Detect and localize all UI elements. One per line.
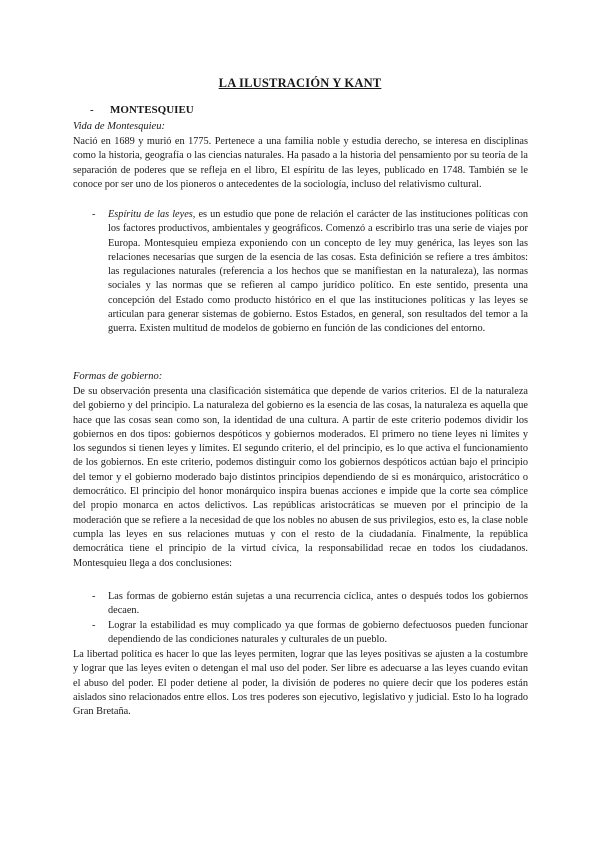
espiritu-body: es un estudio que pone de relación el carácter de las instituciones políticas con los factores productivos, ambientales y geográficos. Comenzó a escribirlo tras una serie de viajes por Europa. Montesquieu empieza exponiendo con un concepto de ley muy genérica, las leyes son las relaciones necesarias que surgen de la esencia de las cosas. Esta definición se refiere a tres ámbitos: las regulaciones naturales (referencia a los hechos que se manifiestan en la naturaleza), las normas sociales y las normas que se refieren al campo jurídico político. En este sentido, presenta una concepción del Estado como producto histórico en el que las instituciones políticas y las leyes se articulan para generar sistemas de gobierno. Estos Estados, en general, son resultados del temor a la guerra. Existen multitud de modelos de gobierno en función de las condiciones del entorno. — [108, 209, 528, 335]
conclusion-text-1: Las formas de gobierno están sujetas a una recurrencia cíclica, antes o después todos los gobiernos decaen. — [108, 591, 528, 617]
section-heading-text: MONTESQUIEU — [110, 104, 194, 116]
bullet-mark: - — [92, 209, 96, 220]
section-bullet: - — [90, 104, 94, 116]
espiritu-bullet — [73, 208, 528, 337]
conclusion-item-1 — [73, 590, 528, 619]
conclusion-mark-2: - — [92, 620, 96, 631]
section-heading — [90, 104, 194, 116]
conclusion-text-2: Lograr la estabilidad es muy complicado ya que formas de gobierno defectuosos pueden funcionar dependiendo de las condiciones naturales y culturales de un pueblo. — [108, 620, 528, 646]
formas-paragraph: De su observación presenta una clasificación sistemática que depende de varios criterios. El de la naturaleza del gobierno y del principio. La naturaleza del gobierno es la esencia de las cosas, la naturaleza es aquella que hace que las cosas sean como son, la identidad de una cultura. A partir de este criterio podemos dividir los gobiernos en dos tipos: gobiernos despóticos y gobiernos moderados. El primero no tiene leyes ni límites y los segundos si tienen leyes y límites. El segundo criterio, el del principio, es lo que activa el funcionamiento de los gobiernos. En este criterio, podemos distinguir como los gobiernos despóticos actúan bajo el principio del temor y el gobierno moderado bajo distintos principios dependiendo de si es monárquico, aristocrático o democrático. El principio del honor monárquico inspira buenas acciones e impide que la corte sea cómplice del propio monarca en actos delictivos. Las repúblicas aristocráticas se mueven por el principio de la moderación que se refiere a la necesidad de que los nobles no abusen de sus privilegios, esto es, la clase noble cumpla las leyes en sus relaciones mutuas y con el resto de la ciudadanía. Finalmente, la república democrática tiene el principio de la virtud cívica, la responsabilidad recae en todos los ciudadanos. Montesquieu llega a dos conclusiones: — [73, 386, 528, 569]
vida-paragraph: Nació en 1689 y murió en 1775. Pertenece a una familia noble y estudia derecho, se interesa en disciplinas como la historia, geografía o las ciencias naturales. Ha pasado a la historia del pensamiento por su teoría de la separación de poderes que se refleja en el libro, El espíritu de las leyes, publicado en 1748. También se le conoce por ser uno de los pioneros o antecedentes de la sociología, incluso del relativismo cultural. — [73, 136, 528, 190]
page-title: LA ILUSTRACIÓN Y KANT — [218, 76, 382, 90]
vida-label: Vida de Montesquieu: — [73, 121, 165, 132]
closing-paragraph: La libertad política es hacer lo que las leyes permiten, lograr que las leyes positivas se ajusten a la costumbre y lograr que las leyes eviten o detengan el mal uso del poder. Ser libre es adecuarse a las leyes cuando evitan el abuso del poder. El poder detiene al poder, la división de poderes no quiere decir que los poderes están aislados sino relacionados entre ellos. Los tres poderes son ejecutivo, legislativo y judicial. Esto lo ha logrado Gran Bretaña. — [73, 649, 528, 718]
conclusion-mark-1: - — [92, 591, 96, 602]
conclusion-item-2 — [73, 619, 528, 648]
formas-label: Formas de gobierno: — [73, 371, 163, 382]
espiritu-text — [108, 208, 528, 337]
espiritu-title: Espíritu de las leyes, — [108, 209, 196, 220]
